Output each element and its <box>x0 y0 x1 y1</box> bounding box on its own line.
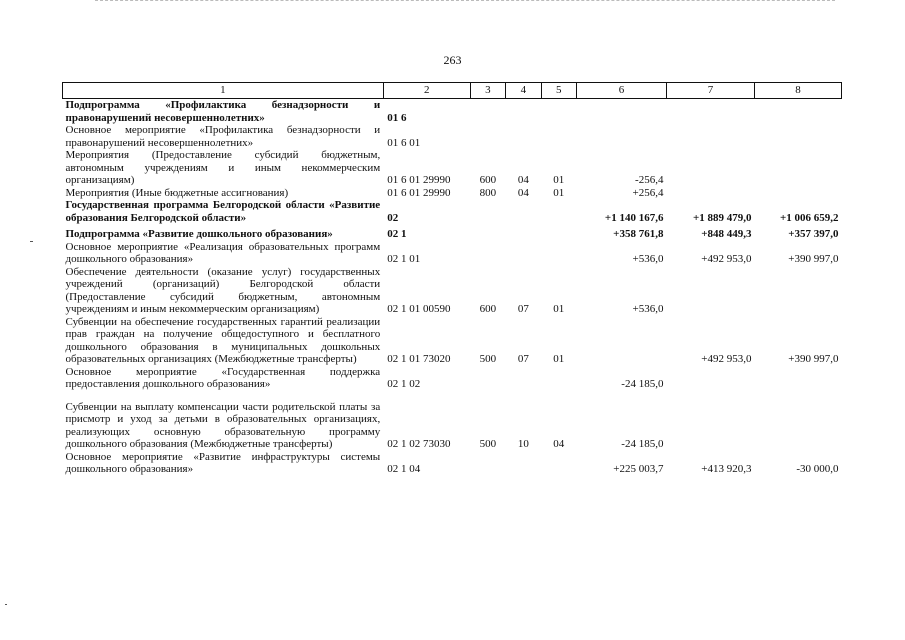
row-amount-col6: +256,4 <box>632 186 664 199</box>
row-expense-type <box>470 228 505 241</box>
column-header: 8 <box>754 83 841 99</box>
row-amount-col6: +536,0 <box>632 303 664 315</box>
table-header-row <box>63 83 842 99</box>
row-section <box>506 241 541 266</box>
row-section: 07 <box>517 303 529 315</box>
row-amount-col7 <box>666 99 754 125</box>
row-expense-type <box>470 199 505 224</box>
row-amount-col7 <box>666 187 754 200</box>
row-amount-col6: +225 003,7 <box>613 463 664 475</box>
row-section: 07 <box>517 353 529 365</box>
row-section: 04 <box>517 186 529 199</box>
table-row <box>63 451 842 476</box>
row-amount-col8 <box>754 366 841 391</box>
column-header: 4 <box>506 83 541 99</box>
row-expense-type <box>470 124 505 149</box>
row-subsection <box>541 199 576 224</box>
row-expense-type <box>470 451 505 476</box>
row-amount-col8 <box>754 99 841 125</box>
row-amount-col8 <box>754 124 841 149</box>
table-row <box>63 266 842 316</box>
column-header: 5 <box>541 83 576 99</box>
row-name: Государственная программа Белгородской области «Развитие образования Белгородской области» <box>65 199 381 224</box>
row-amount-col6: +1 140 167,6 <box>604 211 664 224</box>
row-subsection: 01 <box>553 303 565 315</box>
row-subsection: 01 <box>553 186 565 199</box>
row-code: 01 6 01 29990 <box>387 174 451 186</box>
row-amount-col7: +492 953,0 <box>701 253 752 265</box>
row-section <box>506 228 541 241</box>
row-amount-col7: +848 449,3 <box>701 228 752 240</box>
row-subsection <box>541 99 576 125</box>
row-name: Подпрограмма «Профилактика безнадзорности и правонарушений несовершеннолетних» <box>65 99 381 124</box>
row-section <box>506 124 541 149</box>
row-subsection <box>541 241 576 266</box>
column-header: 6 <box>576 83 666 99</box>
row-amount-col7: +492 953,0 <box>701 353 752 365</box>
row-amount-col6: +536,0 <box>632 253 664 265</box>
table-row <box>63 199 842 224</box>
row-code: 02 1 01 <box>387 253 421 265</box>
row-amount-col8: +390 997,0 <box>788 253 839 265</box>
row-expense-type: 600 <box>479 174 497 186</box>
row-section <box>506 99 541 125</box>
row-amount-col6 <box>576 316 666 366</box>
row-expense-type: 600 <box>479 303 497 315</box>
row-subsection: 01 <box>553 174 565 186</box>
row-code: 02 <box>387 211 399 224</box>
table-row <box>63 228 842 241</box>
column-header: 2 <box>383 83 470 99</box>
row-name: Основное мероприятие «Государственная поддержка предоставления дошкольного образования» <box>65 365 381 390</box>
row-expense-type: 800 <box>479 186 497 199</box>
row-subsection: 04 <box>553 438 565 450</box>
row-section <box>506 199 541 224</box>
column-header: 7 <box>666 83 754 99</box>
column-header: 1 <box>63 83 384 99</box>
row-name: Основное мероприятие «Реализация образовательных программ дошкольного образования» <box>65 240 381 265</box>
margin-mark <box>30 241 33 242</box>
row-name: Мероприятия (Предоставление субсидий бюджетным, автономным учреждениям и иным некоммерческим организациям) <box>65 149 381 186</box>
page-number: 263 <box>443 53 462 67</box>
table-body <box>63 99 842 476</box>
row-amount-col8: -30 000,0 <box>796 463 839 475</box>
row-amount-col6 <box>576 99 666 125</box>
row-code: 02 1 02 <box>387 378 421 390</box>
table-row <box>63 401 842 451</box>
row-name: Основное мероприятие «Профилактика безнадзорности и правонарушений несовершеннолетних» <box>65 124 381 149</box>
row-name: Обеспечение деятельности (оказание услуг) государственных учреждений (организаций) Белгородской области (Предоставление субсидий бюджетным, автономным учреждениям и иным некоммерческим организациям) <box>65 265 381 315</box>
page-top-border <box>95 0 835 2</box>
row-subsection <box>541 228 576 241</box>
row-expense-type <box>470 366 505 391</box>
row-name: Субвенции на выплату компенсации части родительской платы за присмотр и уход за детьми в образовательных организациях, реализующих основную образовательную программу дошкольного образования (Межбюджетные трансферты) <box>65 400 381 450</box>
row-amount-col7: +413 920,3 <box>701 463 752 475</box>
row-amount-col7: +1 889 479,0 <box>692 211 752 224</box>
row-amount-col7 <box>666 266 754 316</box>
row-code: 02 1 04 <box>387 463 421 475</box>
row-amount-col8: +357 397,0 <box>788 228 839 240</box>
table-row <box>63 124 842 149</box>
row-code: 02 1 <box>387 228 407 240</box>
row-amount-col7 <box>666 124 754 149</box>
table-row <box>63 149 842 187</box>
row-subsection: 01 <box>553 353 565 365</box>
row-code: 01 6 01 <box>387 136 421 149</box>
row-amount-col7 <box>666 366 754 391</box>
row-section: 10 <box>517 438 529 450</box>
row-subsection <box>541 366 576 391</box>
row-section <box>506 451 541 476</box>
row-spacer <box>63 391 842 401</box>
table-row <box>63 241 842 266</box>
table-row <box>63 99 842 125</box>
row-amount-col8 <box>754 149 841 187</box>
row-amount-col8 <box>754 266 841 316</box>
row-subsection <box>541 124 576 149</box>
row-amount-col8 <box>754 401 841 451</box>
row-amount-col6: +358 761,8 <box>613 228 664 240</box>
table-row <box>63 316 842 366</box>
row-amount-col7 <box>666 401 754 451</box>
budget-table <box>62 82 842 476</box>
row-name: Мероприятия (Иные бюджетные ассигнования) <box>65 186 289 199</box>
row-expense-type: 500 <box>479 438 497 450</box>
row-name: Подпрограмма «Развитие дошкольного образования» <box>65 228 333 240</box>
row-amount-col6: -24 185,0 <box>621 438 664 450</box>
row-expense-type: 500 <box>479 353 497 365</box>
row-amount-col8: +1 006 659,2 <box>779 211 839 224</box>
row-code: 02 1 01 00590 <box>387 303 451 315</box>
row-section: 04 <box>517 174 529 186</box>
row-amount-col7 <box>666 149 754 187</box>
row-name: Субвенции на обеспечение государственных гарантий реализации прав граждан на получение общедоступного и бесплатного дошкольного образования в муниципальных дошкольных образовательных организациях (Межбюджетные трансферты) <box>65 315 381 365</box>
row-expense-type <box>470 241 505 266</box>
row-code: 02 1 02 73030 <box>387 438 451 450</box>
row-amount-col6: -256,4 <box>635 174 664 186</box>
row-amount-col8: +390 997,0 <box>788 353 839 365</box>
column-header: 3 <box>470 83 505 99</box>
spacer-cell <box>63 391 842 401</box>
row-expense-type <box>470 99 505 125</box>
table-row <box>63 187 842 200</box>
margin-mark-lower <box>5 604 7 605</box>
row-amount-col8 <box>754 187 841 200</box>
row-code: 02 1 01 73020 <box>387 353 451 365</box>
row-amount-col6 <box>576 124 666 149</box>
row-code: 01 6 <box>387 111 407 124</box>
row-code: 01 6 01 29990 <box>387 186 451 199</box>
table-row <box>63 366 842 391</box>
row-subsection <box>541 451 576 476</box>
row-section <box>506 366 541 391</box>
row-amount-col6: -24 185,0 <box>621 378 664 390</box>
row-name: Основное мероприятие «Развитие инфраструктуры системы дошкольного образования» <box>65 450 381 475</box>
